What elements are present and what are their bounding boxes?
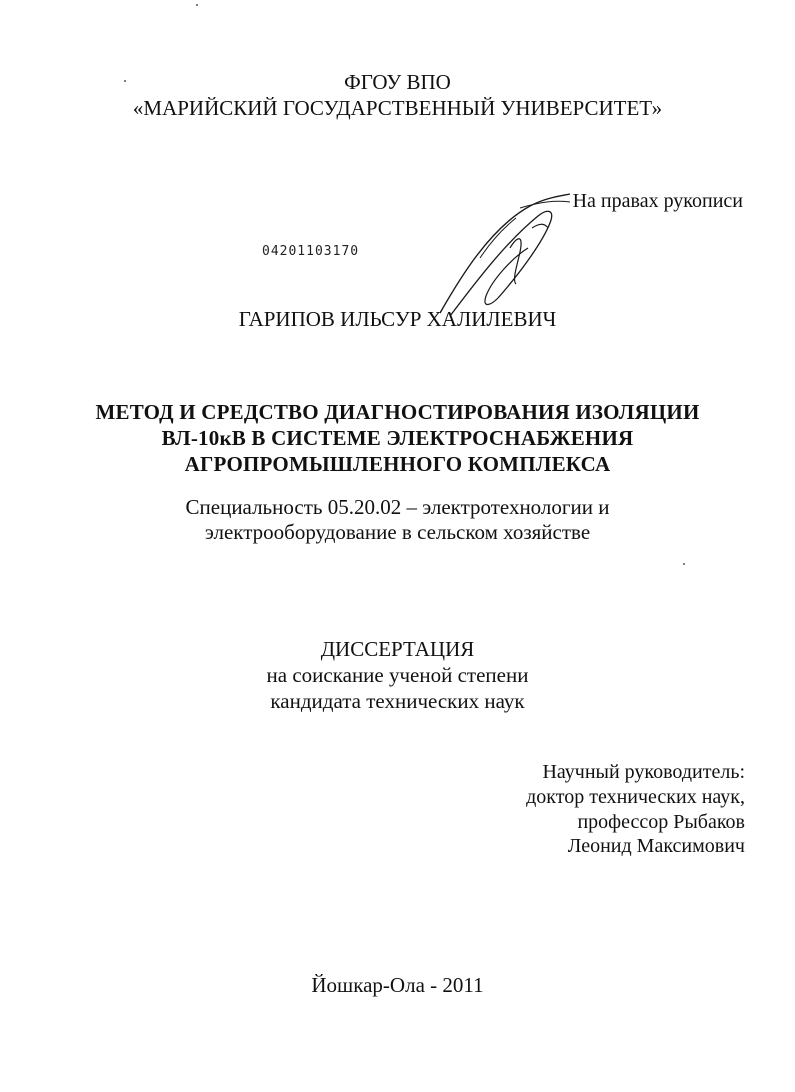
degree-line-1: на соискание ученой степени (266, 663, 529, 687)
scan-speck (196, 4, 198, 6)
scan-speck (683, 563, 685, 565)
work-type-label: ДИССЕРТАЦИЯ (320, 637, 475, 661)
place-year: Йошкар-Ола - 2011 (311, 973, 484, 997)
specialty-line-1: Специальность 05.20.02 – электротехнологии и (185, 495, 610, 519)
organization-line-1: ФГОУ ВПО (344, 70, 451, 94)
supervisor-degree: доктор технических наук, (526, 786, 745, 808)
registration-number: 04201103170 (262, 244, 360, 259)
title-line-2: ВЛ-10кВ В СИСТЕМЕ ЭЛЕКТРОСНАБЖЕНИЯ (161, 426, 634, 450)
supervisor-name: Леонид Максимович (567, 835, 745, 857)
manuscript-note: На правах рукописи (572, 190, 743, 212)
supervisor-title: профессор Рыбаков (577, 811, 745, 833)
title-line-3: АГРОПРОМЫШЛЕННОГО КОМПЛЕКСА (184, 452, 611, 476)
specialty-line-2: электрооборудование в сельском хозяйстве (204, 520, 591, 544)
dissertation-title (0, 399, 795, 477)
title-line-1: МЕТОД И СРЕДСТВО ДИАГНОСТИРОВАНИЯ ИЗОЛЯЦИИ (95, 400, 700, 424)
supervisor-label: Научный руководитель: (542, 761, 745, 783)
author-name: ГАРИПОВ ИЛЬСУР ХАЛИЛЕВИЧ (238, 307, 557, 331)
organization-line-2: «МАРИЙСКИЙ ГОСУДАРСТВЕННЫЙ УНИВЕРСИТЕТ» (132, 96, 663, 120)
degree-line-2: кандидата технических наук (270, 689, 525, 713)
